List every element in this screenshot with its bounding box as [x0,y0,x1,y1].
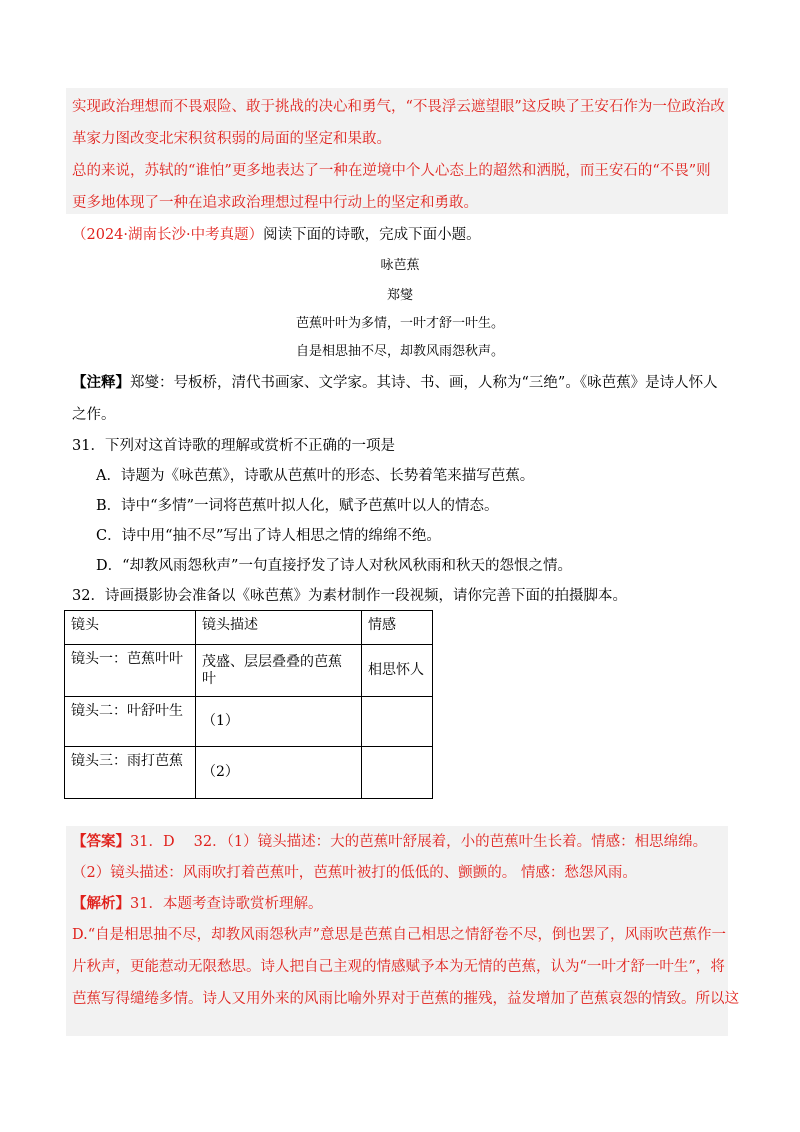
note-label: 【注释】 [72,374,130,391]
table-cell: 镜头三：雨打芭蕉 [65,747,196,799]
poem-line: 芭蕉叶叶为多情，一叶才舒一叶生。 [295,316,504,331]
answer-text: 31．D 32．（1）镜头描述：大的芭蕉叶舒展着，小的芭蕉叶生长着。情感：相思绵绵。 [130,834,708,850]
answer [72,832,707,852]
source-tag: （2024·湖南长沙·中考真题） [72,227,264,243]
note-text: 之作。 [72,407,116,423]
question-31-stem: 31．下列对这首诗歌的理解或赏析不正确的一项是 [72,438,395,454]
answer-label: 【答案】 [72,833,130,850]
option-b: B．诗中“多情”一词将芭蕉叶拟人化，赋予芭蕉叶以人的情态。 [96,498,499,514]
table-row [65,645,433,697]
analysis-line: 革家力图改变北宋积贫积弱的局面的坚定和果敢。 [72,131,391,147]
table-cell: 镜头二：叶舒叶生 [65,697,196,747]
table-cell: 茂盛、层层叠叠的芭蕉叶 [196,645,362,697]
table-header-cell: 镜头 [65,611,196,645]
table-cell: 镜头一：芭蕉叶叶 [65,645,196,697]
option-d: D．“却教风雨怨秋声”一句直接抒发了诗人对秋风秋雨和秋天的怨恨之情。 [96,558,572,574]
analysis-line: 更多地体现了一种在追求政治理想过程中行动上的坚定和勇敢。 [72,195,478,211]
table-cell: 相思怀人 [362,645,433,697]
analysis-text: D.“自是相思抽不尽，却教风雨怨秋声”意思是芭蕉自己相思之情舒卷不尽，倒也罢了，风雨吹芭蕉作一 [72,927,727,943]
option-c: C．诗中用“抽不尽”写出了诗人相思之情的绵绵不绝。 [96,528,441,544]
note-text: 郑燮：号板桥，清代书画家、文学家。其诗、书、画，人称为“三绝”。《咏芭蕉》是诗人怀人 [130,375,718,391]
analysis [72,894,322,914]
analysis-text: 31．本题考查诗歌赏析理解。 [130,896,323,912]
poem-title: 咏芭蕉 [380,258,420,273]
table-cell: （2） [196,747,362,799]
table-header-cell: 镜头描述 [196,611,362,645]
analysis-line: 实现政治理想而不畏艰险、敢于挑战的决心和勇气，“不畏浮云遮望眼”这反映了王安石作为一位政治改 [72,99,725,115]
poem-line: 自是相思抽不尽，却教风雨怨秋声。 [295,344,504,359]
option-a: A．诗题为《咏芭蕉》，诗歌从芭蕉叶的形态、长势着笔来描写芭蕉。 [96,468,535,484]
analysis-text: 芭蕉写得缱绻多情。诗人又用外来的风雨比喻外界对于芭蕉的摧残，益发增加了芭蕉哀怨的情致。所以这 [72,991,739,1007]
table-header-row [65,611,433,645]
table-cell [362,747,433,799]
answer-text: （2）镜头描述：风雨吹打着芭蕉叶，芭蕉叶被打的低低的、颤颤的。 情感：愁怨风雨。 [72,865,637,881]
table-row [65,747,433,799]
question-source [72,225,481,245]
table-cell [362,697,433,747]
table-row [65,697,433,747]
source-instruction: 阅读下面的诗歌，完成下面小题。 [263,227,481,243]
question-32-stem: 32．诗画摄影协会准备以《咏芭蕉》为素材制作一段视频，请你完善下面的拍摄脚本。 [72,588,627,604]
analysis-label: 【解析】 [72,895,130,912]
shooting-script-table [64,610,433,799]
analysis-line: 总的来说，苏轼的“谁怕”更多地表达了一种在逆境中个人心态上的超然和洒脱，而王安石的“不畏”则 [72,163,711,179]
analysis-text: 片秋声，更能惹动无限愁思。诗人把自己主观的情感赋予本为无情的芭蕉，认为“一叶才舒一叶生”，将 [72,959,725,975]
poem-author: 郑燮 [386,288,413,303]
table-header-cell: 情感 [362,611,433,645]
note [72,373,718,393]
table-cell: （1） [196,697,362,747]
